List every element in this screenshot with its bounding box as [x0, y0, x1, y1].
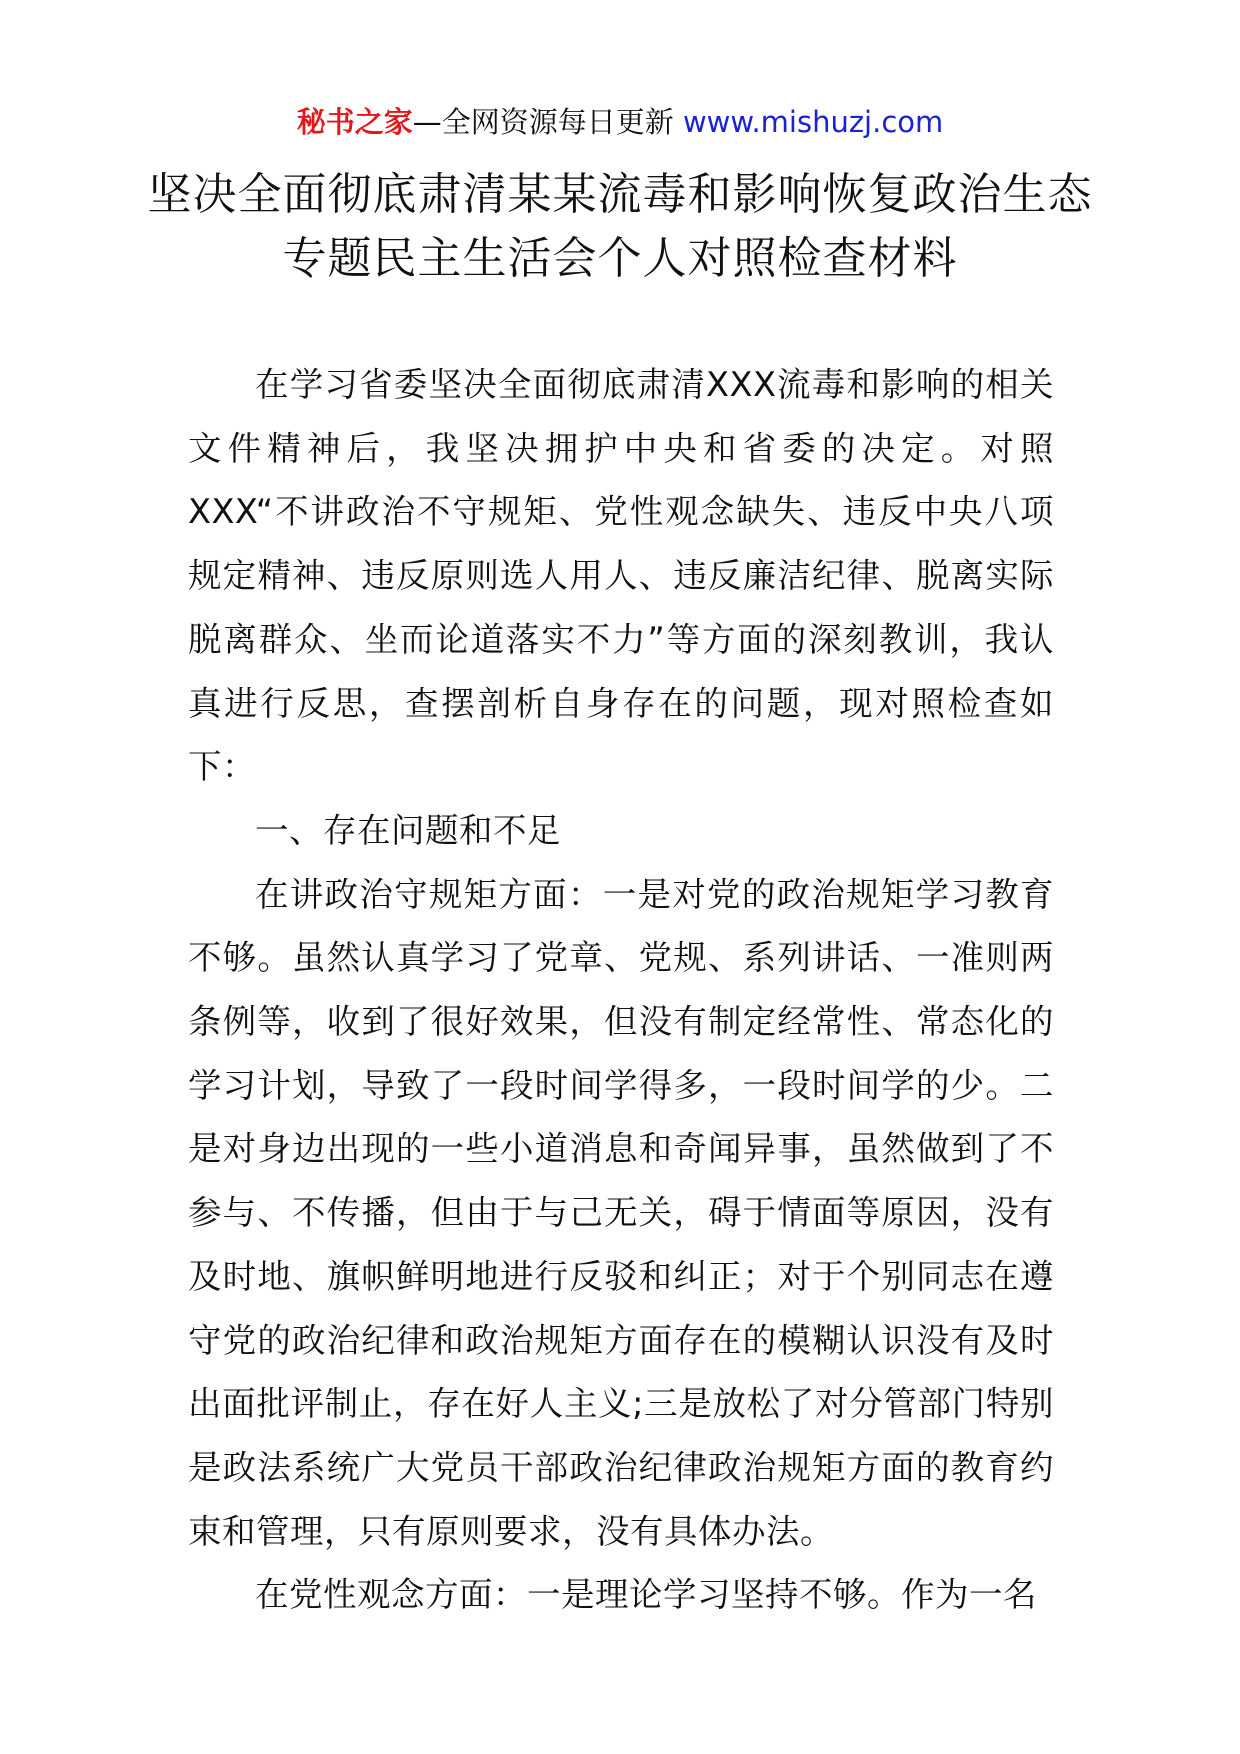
document-title: 坚决全面彻底肃清某某流毒和影响恢复政治生态专题民主生活会个人对照检查材料	[147, 169, 1093, 284]
body-paragraph-party-spirit: 在党性观念方面：一是理论学习坚持不够。作为一名	[255, 1575, 1037, 1615]
site-tagline: —全网资源每日更新	[412, 105, 674, 139]
site-brand[interactable]: 秘书之家	[296, 105, 413, 139]
document-body	[188, 353, 1054, 1627]
section-heading: 一、存在问题和不足	[255, 810, 561, 850]
body-paragraph-politics: 在讲政治守规矩方面：一是对党的政治规矩学习教育不够。虽然认真学习了党章、党规、系列讲话、一准则两条例等，收到了很好效果，但没有制定经常性、常态化的学习计划，导致了一段时间学得多，一段时间学的少。二是对身边出现的一些小道消息和奇闻异事，虽然做到了不参与、不传播，但由于与己无关，碍于情面等原因，没有及时地、旗帜鲜明地进行反驳和纠正；对于个别同志在遵守党的政治纪律和政治规矩方面存在的模糊认识没有及时出面批评制止，存在好人主义;三是放松了对分管部门特别是政法系统广大党员干部政治纪律政治规矩方面的教育约束和管理，只有原则要求，没有具体办法。	[188, 874, 1054, 1551]
site-banner	[0, 100, 1240, 144]
intro-paragraph: 在学习省委坚决全面彻底肃清XXX流毒和影响的相关文件精神后，我坚决拥护中央和省委的决定。对照XXX“不讲政治不守规矩、党性观念缺失、违反中央八项规定精神、违反原则选人用人、违反廉洁纪律、脱离实际脱离群众、坐而论道落实不力”等方面的深刻教训，我认真进行反思，查摆剖析自身存在的问题，现对照检查如下：	[188, 365, 1054, 787]
site-url-link[interactable]: www.mishuzj.com	[682, 105, 944, 139]
